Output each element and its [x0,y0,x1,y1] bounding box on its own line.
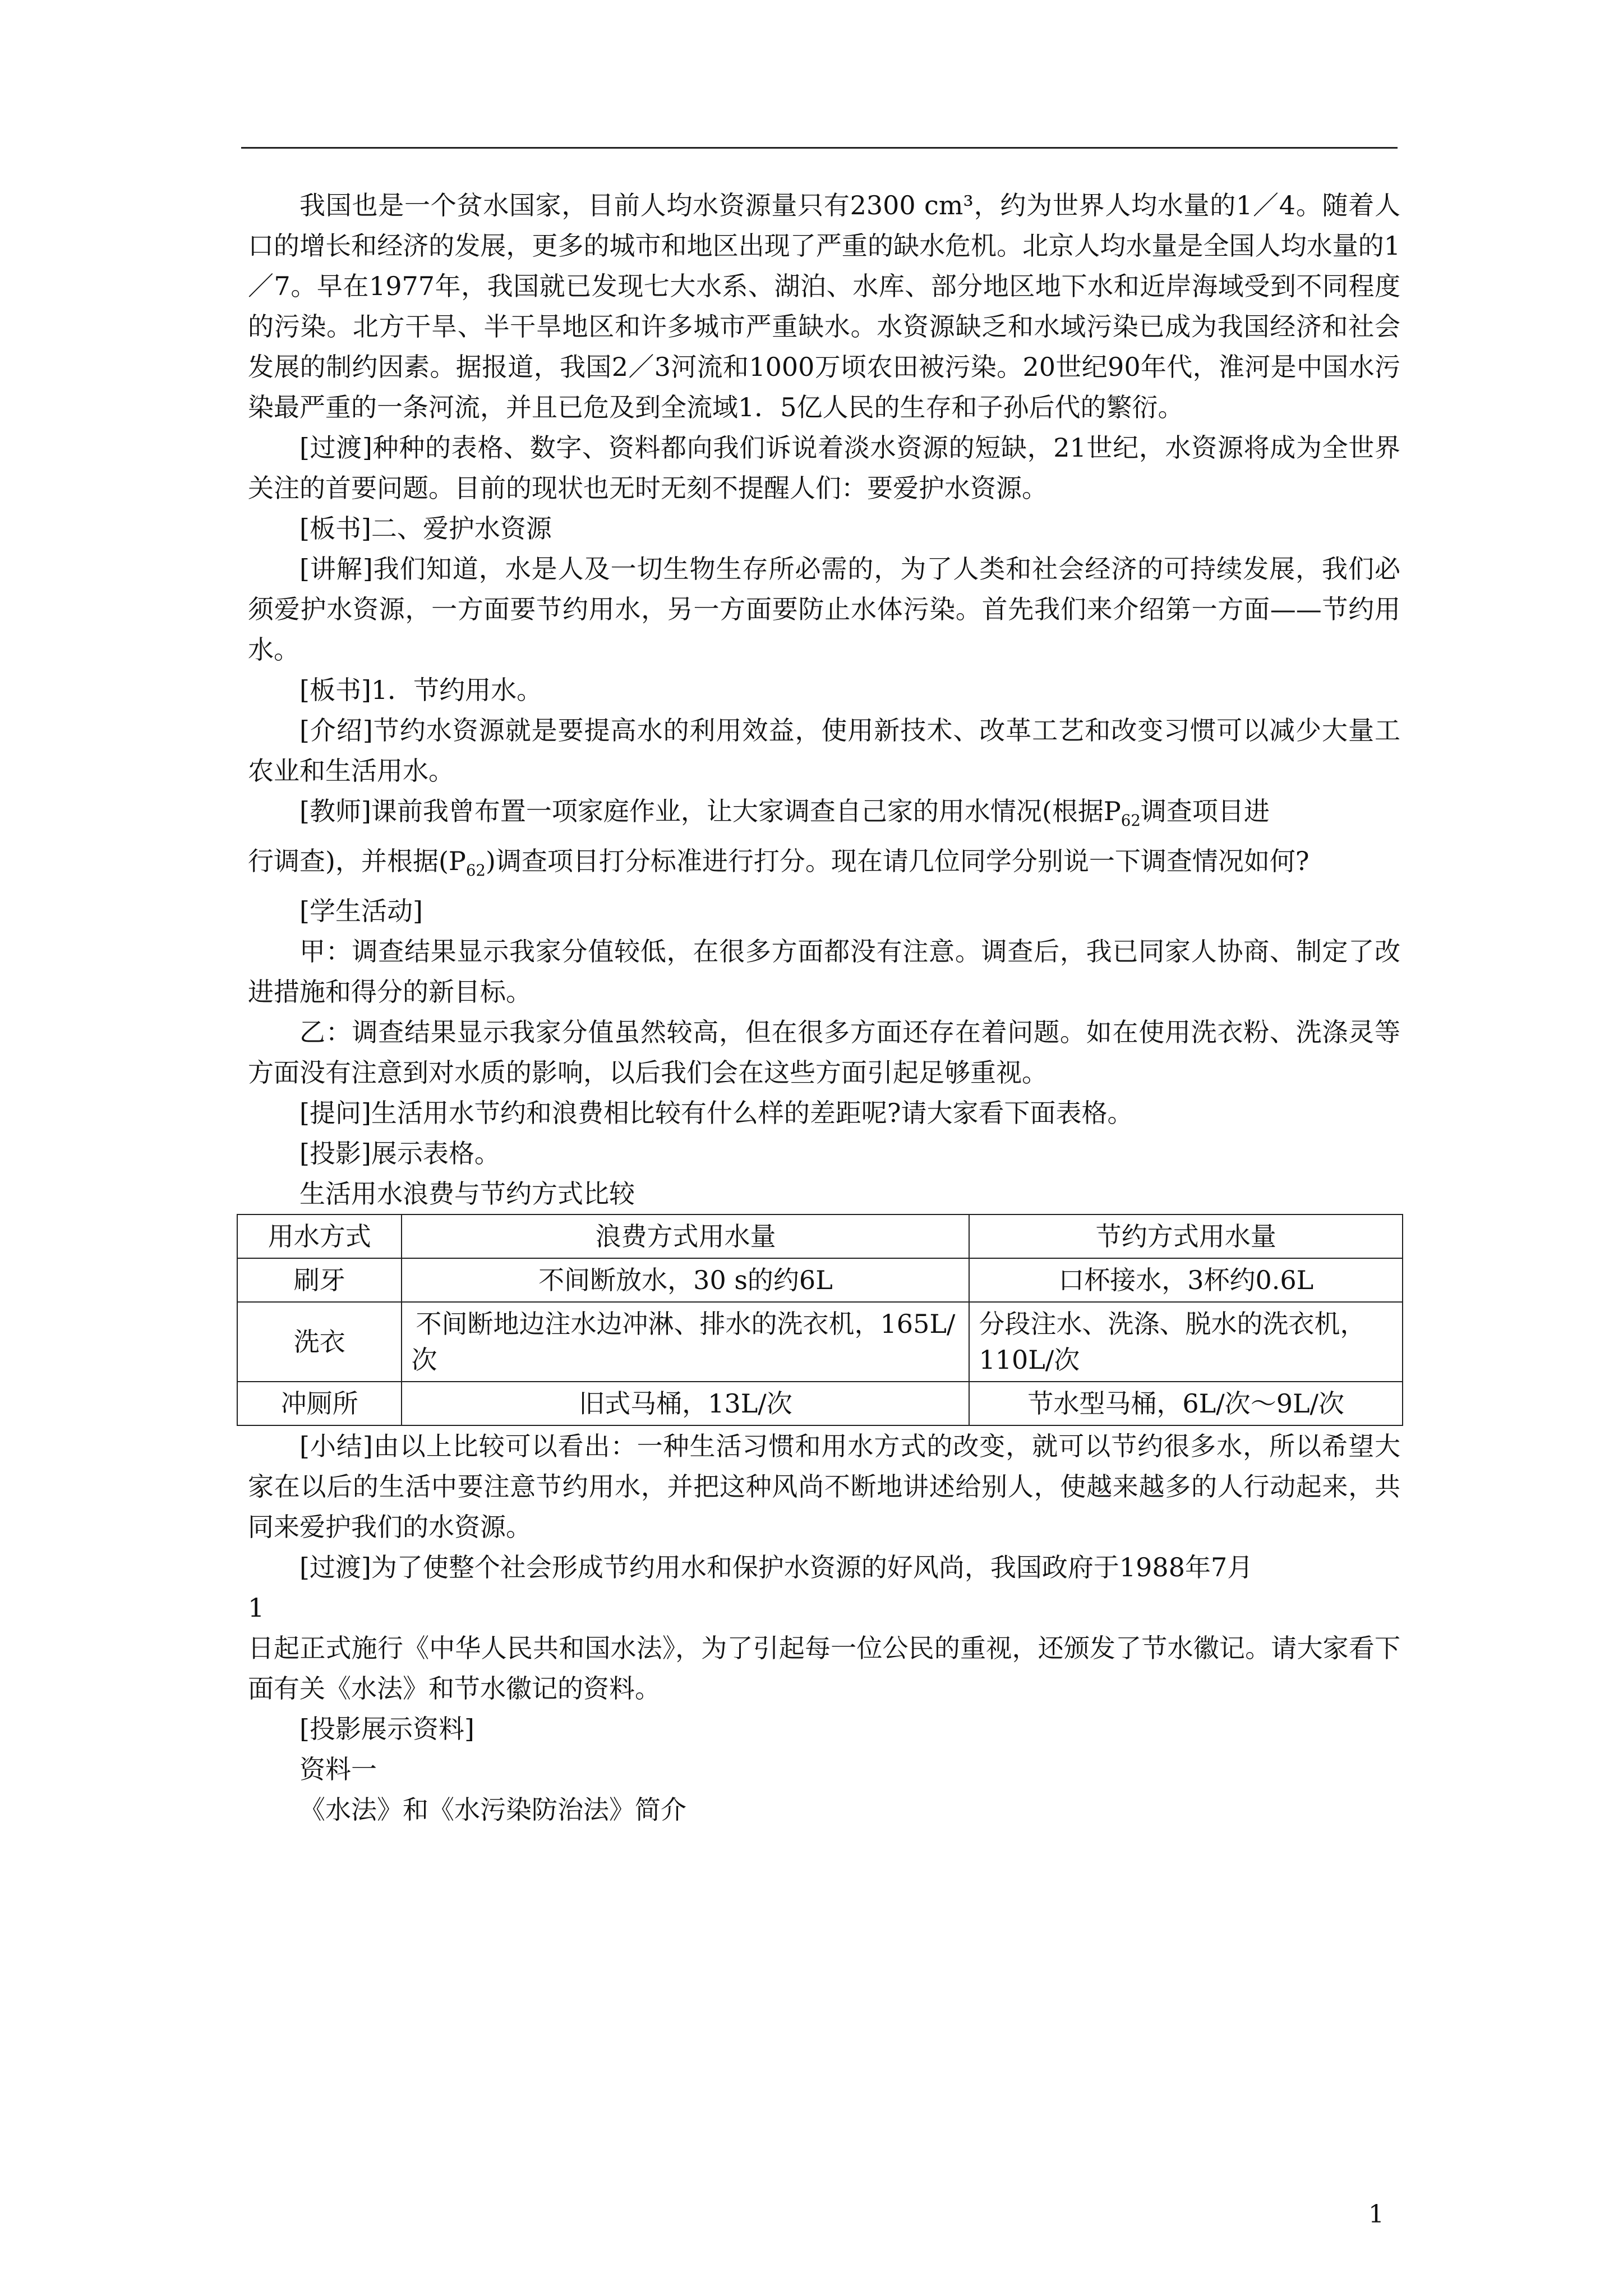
paragraph-teacher-cont [248,841,1400,891]
paragraph-projection-material: [投影展示资料] [299,1714,474,1745]
paragraph-transition: [过渡]种种的表格、数字、资料都向我们诉说着淡水资源的短缺，21世纪，水资源将成为全世界关注的首要问题。目前的现状也无时无刻不提醒人们：要爱护水资源。 [248,432,1400,503]
table-row [237,1382,1403,1425]
table-row [237,1302,1403,1382]
paragraph-transition-2-digit: 1 [248,1593,265,1623]
paragraph-student-a: 甲：调查结果显示我家分值较低，在很多方面都没有注意。调查后，我已同家人协商、制定了改进措施和得分的新目标。 [248,936,1400,1007]
header-rule [241,147,1398,149]
teacher-text-3: 行调查)，并根据(P [248,846,466,877]
table-cell-save: 节水型马桶，6L/次～9L/次 [969,1382,1403,1425]
paragraph-board-subheading: [板书]1．节约用水。 [299,675,543,705]
table-header-save: 节约方式用水量 [969,1214,1403,1258]
page-number: 1 [1368,2200,1384,2229]
paragraph-explanation: [讲解]我们知道，水是人及一切生物生存所必需的，为了人类和社会经济的可持续发展，我们必须爱护水资源，一方面要节约用水，另一方面要防止水体污染。首先我们来介绍第一方面——节约用水。 [248,554,1400,665]
table-cell-waste [402,1302,969,1382]
table-row [237,1258,1403,1302]
table-cell-method: 洗衣 [237,1302,402,1382]
paragraph-teacher [248,791,1400,841]
table-cell-save: 分段注水、洗涤、脱水的洗衣机，110L/次 [969,1302,1403,1382]
paragraph-introduction: [介绍]节约水资源就是要提高水的利用效益，使用新技术、改革工艺和改变习惯可以减少大量工农业和生活用水。 [248,715,1400,786]
table-cell-method: 刷牙 [237,1258,402,1302]
paragraph-board-heading: [板书]二、爱护水资源 [299,513,552,544]
paragraph-transition-2: [过渡]为了使整个社会形成节约用水和保护水资源的好风尚，我国政府于1988年7月 [299,1552,1253,1583]
paragraph-water-shortage: 我国也是一个贫水国家，目前人均水资源量只有2300 cm³，约为世界人均水量的1／4。随着人口的增长和经济的发展，更多的城市和地区出现了严重的缺水危机。北京人均水量是全国人均水量的1／7。早在1977年，我国就已发现七大水系、湖泊、水库、部分地区地下水和近岸海域受到不同程度的污染。北方干旱、半干旱地区和许多城市严重缺水。水资源缺乏和水域污染已成为我国经济和社会发展的制约因素。据报道，我国2／3河流和1000万顷农田被污染。20世纪90年代，淮河是中国水污染最严重的一条河流，并且已危及到全流域1．5亿人民的生存和子孙后代的繁衍。 [248,190,1400,422]
teacher-subscript-1: 62 [1121,811,1141,830]
table-title: 生活用水浪费与节约方式比较 [299,1179,635,1209]
paragraph-student-b: 乙：调查结果显示我家分值虽然较高，但在很多方面还存在着问题。如在使用洗衣粉、洗涤灵等方面没有注意到对水质的影响，以后我们会在这些方面引起足够重视。 [248,1017,1400,1088]
table-cell-save: 口杯接水，3杯约0.6L [969,1258,1403,1302]
paragraph-summary: [小结]由以上比较可以看出：一种生活习惯和用水方式的改变，就可以节约很多水，所以希望大家在以后的生活中要注意节约用水，并把这种风尚不断地讲述给别人，使越来越多的人行动起来，共同来爱护我们的水资源。 [248,1431,1400,1543]
table-header-waste: 浪费方式用水量 [402,1214,969,1258]
table-cell-method: 冲厕所 [237,1382,402,1425]
teacher-text-1: [教师]课前我曾布置一项家庭作业，让大家调查自己家的用水情况(根据P [299,796,1121,826]
paragraph-projection: [投影]展示表格。 [299,1138,500,1169]
table-cell-waste-tail: 次 [411,1345,437,1375]
table-header-method: 用水方式 [237,1214,402,1258]
paragraph-question: [提问]生活用水节约和浪费相比较有什么样的差距呢?请大家看下面表格。 [299,1098,1133,1129]
table-cell-waste-text: 不间断地边注水边冲淋、排水的洗衣机，165L/ [416,1309,956,1340]
table-cell-waste: 不间断放水，30 s的约6L [402,1258,969,1302]
paragraph-transition-2-cont: 日起正式施行《中华人民共和国水法》，为了引起每一位公民的重视，还颁发了节水徽记。请大家看下面有关《水法》和节水徽记的资料。 [248,1633,1400,1704]
teacher-text-2: 调查项目进 [1140,796,1270,826]
comparison-table [237,1214,1403,1426]
teacher-text-4: )调查项目打分标准进行打分。现在请几位同学分别说一下调查情况如何? [485,846,1310,877]
document-body [248,185,1400,1830]
paragraph-material-one: 资料一 [299,1754,377,1785]
paragraph-student-activity: [学生活动] [299,896,423,927]
table-header-row [237,1214,1403,1258]
teacher-subscript-2: 62 [465,861,486,880]
paragraph-law-intro: 《水法》和《水污染防治法》简介 [299,1795,686,1825]
table-cell-waste: 旧式马桶，13L/次 [402,1382,969,1425]
